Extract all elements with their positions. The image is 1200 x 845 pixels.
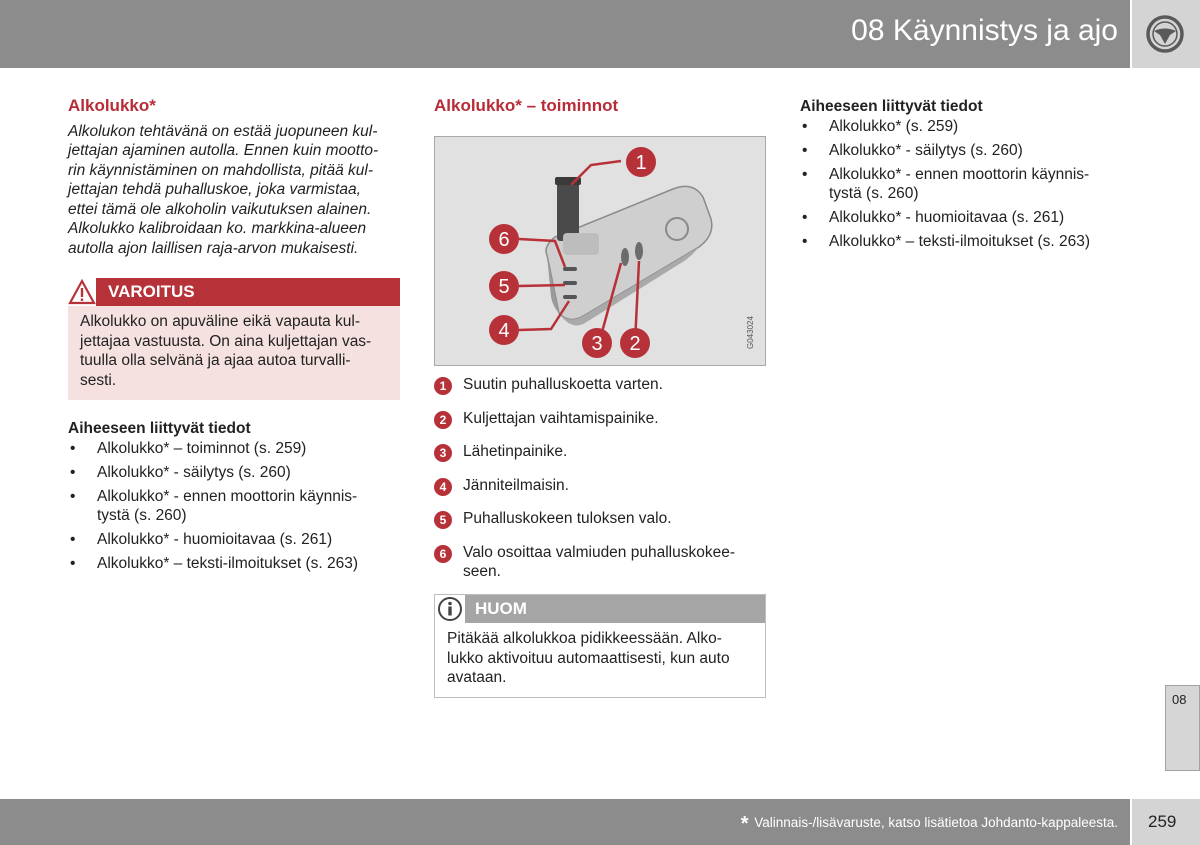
annotation-number: 3 (434, 444, 452, 462)
page-footer (0, 799, 1130, 845)
warning-body (68, 306, 400, 400)
section-heading: Alkolukko* – toiminnot (434, 96, 619, 115)
info-icon (435, 595, 465, 623)
annotation-number: 5 (434, 511, 452, 529)
annotation-number: 6 (434, 545, 452, 563)
annotation-item: 5 Puhalluskokeen tuloksen valo. (434, 509, 764, 529)
note-body (435, 623, 765, 697)
annotation-item: 2 Kuljettajan vaihtamispainike. (434, 409, 764, 429)
callout-label: 3 (591, 333, 603, 355)
related-link[interactable]: • Alkolukko* – toiminnot (s. 259) (68, 439, 400, 459)
callout-label: 1 (635, 152, 647, 174)
footnote (741, 813, 1118, 836)
page-header (0, 0, 1130, 68)
note-label: HUOM (475, 599, 527, 618)
note-line: lukko aktivoituu automaattisesti, kun auto (447, 649, 730, 667)
related-heading: Aiheeseen liittyvät tiedot (800, 98, 983, 115)
right-column (800, 97, 1130, 256)
callout-label: 5 (498, 276, 510, 298)
intro-line: ettei tämä ole alkoholin vaikutuksen alainen. (68, 200, 372, 218)
chapter-tab[interactable] (1165, 685, 1200, 771)
annotation-number: 4 (434, 478, 452, 496)
section-heading: Alkolukko* (68, 96, 156, 115)
annotation-list (434, 375, 764, 582)
intro-line: jettajan ajaminen autolla. Ennen kuin mootto- (68, 142, 379, 159)
warning-label: VAROITUS (108, 282, 195, 301)
related-list (800, 117, 1130, 252)
warning-box (68, 278, 400, 400)
figure-code: G043024 (746, 316, 755, 349)
note-box (434, 594, 766, 698)
page-number-box (1132, 799, 1200, 845)
related-link[interactable]: • Alkolukko* - ennen moottorin käynnis- tystä (s. 260) (800, 165, 1130, 204)
callout-label: 2 (629, 333, 641, 355)
related-link[interactable]: • Alkolukko* (s. 259) (800, 117, 1130, 137)
related-link[interactable]: • Alkolukko* - ennen moottorin käynnis- tystä (s. 260) (68, 487, 400, 526)
related-link[interactable]: • Alkolukko* - säilytys (s. 260) (800, 141, 1130, 161)
related-list (68, 439, 400, 574)
intro-line: Alkolukko kalibroidaan ko. markkina-alueen (68, 220, 367, 237)
related-link[interactable]: • Alkolukko* - huomioitavaa (s. 261) (68, 530, 400, 550)
warning-line: tuulla olla selvänä ja ajaa autoa turvalli- (80, 352, 351, 369)
footnote-text: Valinnais-/lisävaruste, katso lisätietoa Johdanto-kappaleesta. (754, 815, 1118, 830)
callout-label: 6 (498, 229, 510, 251)
related-link[interactable]: • Alkolukko* – teksti-ilmoitukset (s. 263) (68, 554, 400, 574)
annotation-number: 2 (434, 411, 452, 429)
related-info (68, 419, 400, 574)
related-link[interactable]: • Alkolukko* – teksti-ilmoitukset (s. 263) (800, 232, 1130, 252)
warning-triangle-icon (68, 278, 96, 306)
intro-line: autolla ajon laillisen raja-arvon mukaisesti. (68, 239, 359, 257)
intro-line: Alkolukon tehtävänä on estää juopuneen kul- (68, 122, 378, 140)
annotation-item: 6 Valo osoittaa valmiuden puhalluskokee- seen. (434, 543, 764, 582)
annotation-item: 3 Lähetinpainike. (434, 442, 764, 462)
breathalyzer-figure (434, 136, 766, 366)
warning-line: Alkolukko on apuväline eikä vapauta kul- (80, 313, 361, 330)
intro-line: rin käynnistäminen on mahdollista, pitää kul- (68, 161, 373, 179)
page-number: 259 (1148, 812, 1177, 831)
related-heading: Aiheeseen liittyvät tiedot (68, 420, 251, 437)
annotation-item: 4 Jänniteilmaisin. (434, 476, 764, 496)
note-line: Pitäkää alkolukkoa pidikkeessään. Alko- (447, 630, 722, 647)
chapter-title: 08 Käynnistys ja ajo (851, 14, 1118, 47)
callout-label: 4 (498, 320, 510, 342)
intro-paragraph (68, 122, 400, 259)
breathalyzer-illustration (435, 137, 765, 365)
note-line: avataan. (447, 669, 507, 686)
warning-line: sesti. (80, 371, 117, 389)
warning-icon-box (68, 278, 96, 306)
footnote-star: * (740, 813, 749, 835)
left-column (68, 96, 400, 578)
note-header (435, 595, 765, 623)
chapter-icon-box (1132, 0, 1200, 68)
chapter-tab-label: 08 (1172, 692, 1187, 707)
intro-line: jettajan tehdä puhalluskoe, joka varmistaa, (68, 181, 361, 198)
annotation-item: 1 Suutin puhalluskoetta varten. (434, 375, 764, 395)
warning-header (68, 278, 400, 306)
note-icon-box (435, 595, 465, 623)
related-link[interactable]: • Alkolukko* - säilytys (s. 260) (68, 463, 400, 483)
annotation-number: 1 (434, 377, 452, 395)
related-link[interactable]: • Alkolukko* - huomioitavaa (s. 261) (800, 208, 1130, 228)
steering-wheel-icon (1132, 0, 1200, 68)
warning-line: jettajaa vastuusta. On aina kuljettajan vas- (80, 332, 372, 350)
